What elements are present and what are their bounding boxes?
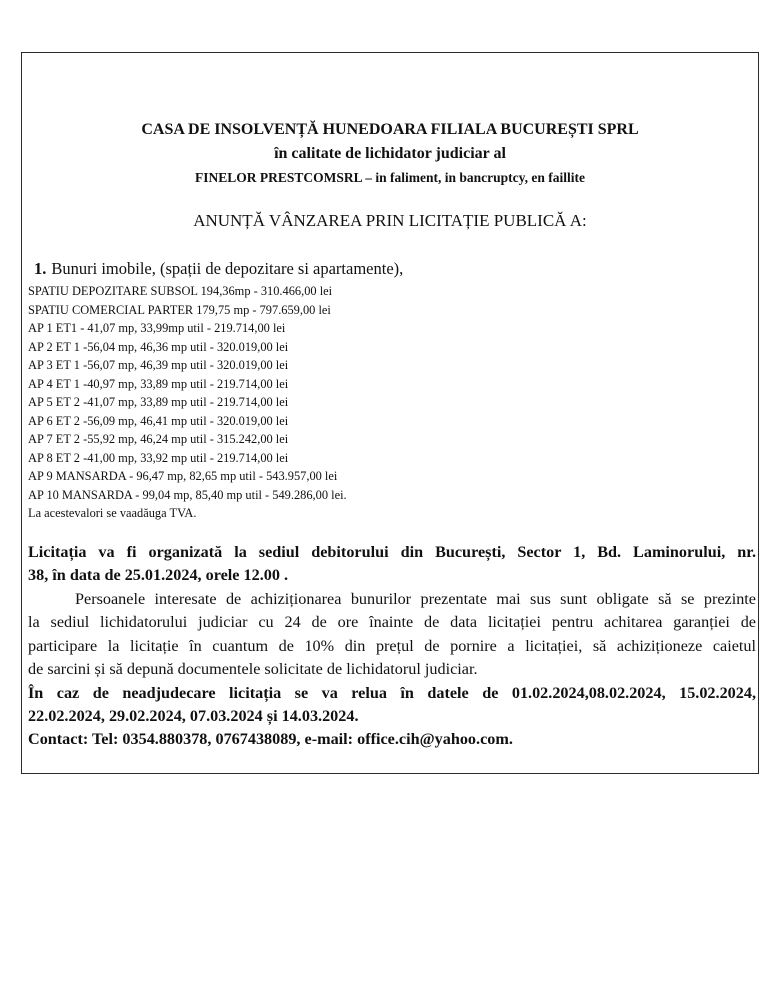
contact-line: Contact: Tel: 0354.880378, 0767438089, e-mail: office.cih@yahoo.com. [28, 730, 513, 748]
auction-location [28, 541, 756, 588]
participation-conditions [28, 588, 756, 681]
conditions-line: Persoanele interesate de achiziționarea bunurilor prezentate mai sus sunt obligate să se prezinte [28, 590, 756, 608]
auction-location-line: Licitația va fi organizată la sediul debitorului din București, Sector 1, Bd. Laminorului, nr. [28, 543, 756, 561]
section-number: 1. [34, 259, 47, 278]
list-item: AP 1 ET1 - 41,07 mp, 33,99mp util - 219.714,00 lei [28, 321, 286, 335]
repeat-dates-line: 22.02.2024, 29.02.2024, 07.03.2024 și 14.03.2024. [28, 707, 359, 726]
auction-location-line: 38, în data de 25.01.2024, orele 12.00 . [28, 566, 289, 585]
list-item: AP 7 ET 2 -55,92 mp, 46,24 mp util - 315.242,00 lei [28, 432, 289, 446]
conditions-line: de sarcini și să depună documentele solicitate de lichidatorul judiciar. [28, 659, 478, 678]
list-item: AP 4 ET 1 -40,97 mp, 33,89 mp util - 219.714,00 lei [28, 376, 289, 391]
list-item: AP 8 ET 2 -41,00 mp, 33,92 mp util - 219.714,00 lei [28, 450, 289, 465]
list-item: AP 6 ET 2 -56,09 mp, 46,41 mp util - 320.019,00 lei [28, 413, 289, 428]
conditions-line: la sediul lichidatorului judiciar cu 24 de ore înainte de data licitației pentru achitarea garanției de [28, 613, 756, 632]
list-item: SPATIU DEPOZITARE SUBSOL 194,36mp - 310.466,00 lei [28, 284, 333, 298]
repeat-dates-line: În caz de neadjudecare licitația se va relua în datele de 01.02.2024,08.02.2024, 15.02.2024, [28, 684, 756, 702]
list-item: AP 2 ET 1 -56,04 mp, 46,36 mp util - 320.019,00 lei [28, 339, 289, 354]
section-label: Bunuri imobile, (spații de depozitare si apartamente), [51, 259, 404, 278]
list-item: AP 10 MANSARDA - 99,04 mp, 85,40 mp util - 549.286,00 lei. [28, 487, 347, 502]
section-title [34, 259, 403, 279]
vat-note: La acestevalori se vaadăuga TVA. [28, 506, 197, 520]
liquidator-role: în calitate de lichidator judiciar al [274, 145, 506, 162]
list-item: AP 9 MANSARDA - 96,47 mp, 82,65 mp util - 543.957,00 lei [28, 469, 338, 483]
repeat-dates [28, 682, 756, 729]
list-item: SPATIU COMERCIAL PARTER 179,75 mp - 797.659,00 lei [28, 302, 331, 317]
debtor-name: FINELOR PRESTCOMSRL – in faliment, in bancruptcy, en faillite [194, 170, 586, 185]
announcement-title: ANUNȚĂ VÂNZAREA PRIN LICITAȚIE PUBLICĂ A: [193, 211, 587, 230]
contact-info [28, 728, 756, 751]
property-list [28, 282, 347, 523]
list-item: AP 3 ET 1 -56,07 mp, 46,39 mp util - 320.019,00 lei [28, 358, 289, 372]
conditions-line: participare la licitație în cuantum de 10% din prețul de pornire a licitației, să achiziționeze caietul [28, 636, 756, 655]
list-item: AP 5 ET 2 -41,07 mp, 33,89 mp util - 219.714,00 lei [28, 395, 289, 409]
company-name: CASA DE INSOLVENȚĂ HUNEDOARA FILIALA BUCUREȘTI SPRL [141, 121, 639, 138]
